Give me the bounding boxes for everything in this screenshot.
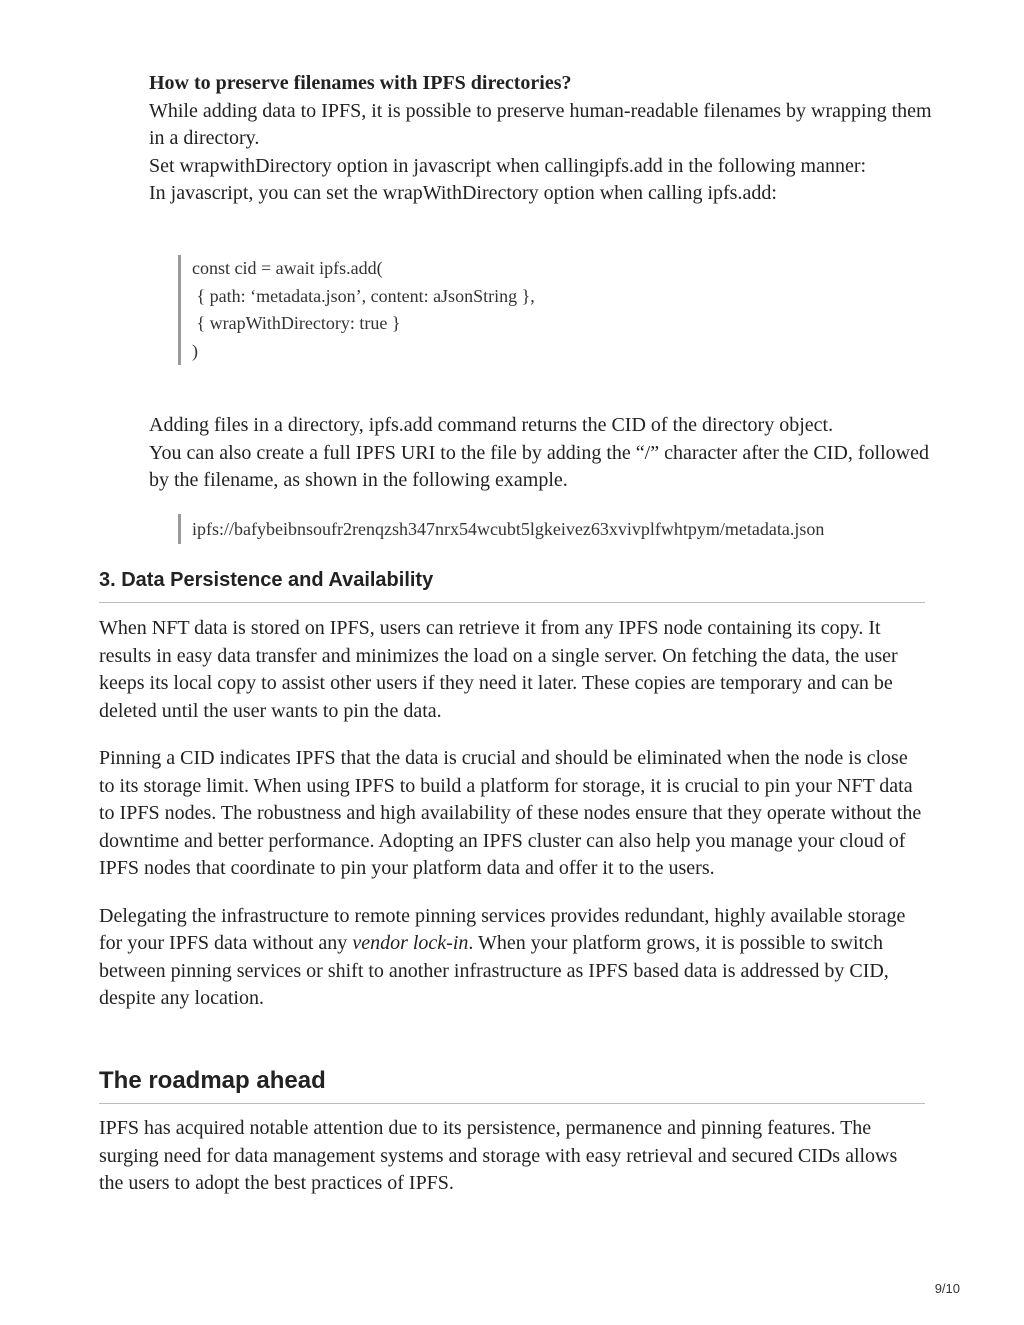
directory-line-1: Adding files in a directory, ipfs.add command returns the CID of the directory object. [149, 414, 834, 436]
code-line: const cid = await ipfs.add( [192, 258, 383, 278]
page-number: 9/10 [934, 1281, 960, 1296]
paragraph-3-text-start: Delegating the infrastructure to remote pinning services provides redundant, highly available storage for your IPFS data without any [99, 904, 906, 954]
section-3-paragraph-2: Pinning a CID indicates IPFS that the data is crucial and should be eliminated when the node is close to its storage limit. When using IPFS to build a platform for storage, it is crucial to pin your NFT data to IPFS nodes. The robustness and high availability of these nodes ensure that they operate without the downtime and better performance. Adopting an IPFS cluster can also help you manage your cloud of IPFS nodes that coordinate to pin your platform data and offer it to the users. [99, 747, 922, 879]
filenames-intro [149, 70, 939, 208]
ipfs-uri-example: ipfs://bafybeibnsoufr2renqzsh347nrx54wcubt5lgkeivez63xvivplfwhtpym/metadata.json [192, 519, 825, 539]
section-3-paragraph-1: When NFT data is stored on IPFS, users can retrieve it from any IPFS node containing its copy. It results in easy data transfer and minimizes the load on a single server. On fetching the data, the user keeps its local copy to assist other users if they need it later. These copies are temporary and can be deleted until the user wants to pin the data. [99, 617, 898, 722]
intro-line-2: Set wrapwithDirectory option in javascript when callingipfs.add in the following manner: [149, 154, 867, 177]
directory-line-2: You can also create a full IPFS URI to the file by adding the “/” character after the CID, followed by the filename, as shown in the following example. [149, 441, 929, 491]
directory-explanation [149, 412, 939, 495]
section-3-paragraph-3 [99, 903, 925, 1013]
code-block-add-wrap [178, 255, 952, 365]
code-block-ipfs-uri [178, 514, 952, 544]
filenames-question-heading: How to preserve filenames with IPFS directories? [149, 72, 572, 94]
intro-line-1: While adding data to IPFS, it is possible to preserve human-readable filenames by wrapping them in a directory. [149, 99, 932, 149]
code-line: { path: ‘metadata.json’, content: aJsonString }, [192, 285, 535, 306]
section-data-persistence [99, 566, 925, 1013]
code-line: ) [192, 340, 198, 361]
roadmap-heading: The roadmap ahead [99, 1066, 925, 1104]
intro-line-3: In javascript, you can set the wrapWithDirectory option when calling ipfs.add: [149, 182, 777, 204]
roadmap-paragraph: IPFS has acquired notable attention due to its persistence, permanence and pinning features. The surging need for data management systems and storage with easy retrieval and secured CIDs allows the users to adopt the best practices of IPFS. [99, 1117, 898, 1194]
code-line: { wrapWithDirectory: true } [192, 313, 401, 333]
section-3-heading: 3. Data Persistence and Availability [99, 566, 925, 603]
paragraph-3-text-end: . When your platform grows, it is possible to switch between pinning services or shift to another infrastructure as IPFS based data is addressed by CID, despite any location. [99, 932, 889, 1009]
vendor-lock-in-emphasis: vendor lock-in [352, 932, 469, 954]
section-roadmap [99, 1066, 925, 1198]
